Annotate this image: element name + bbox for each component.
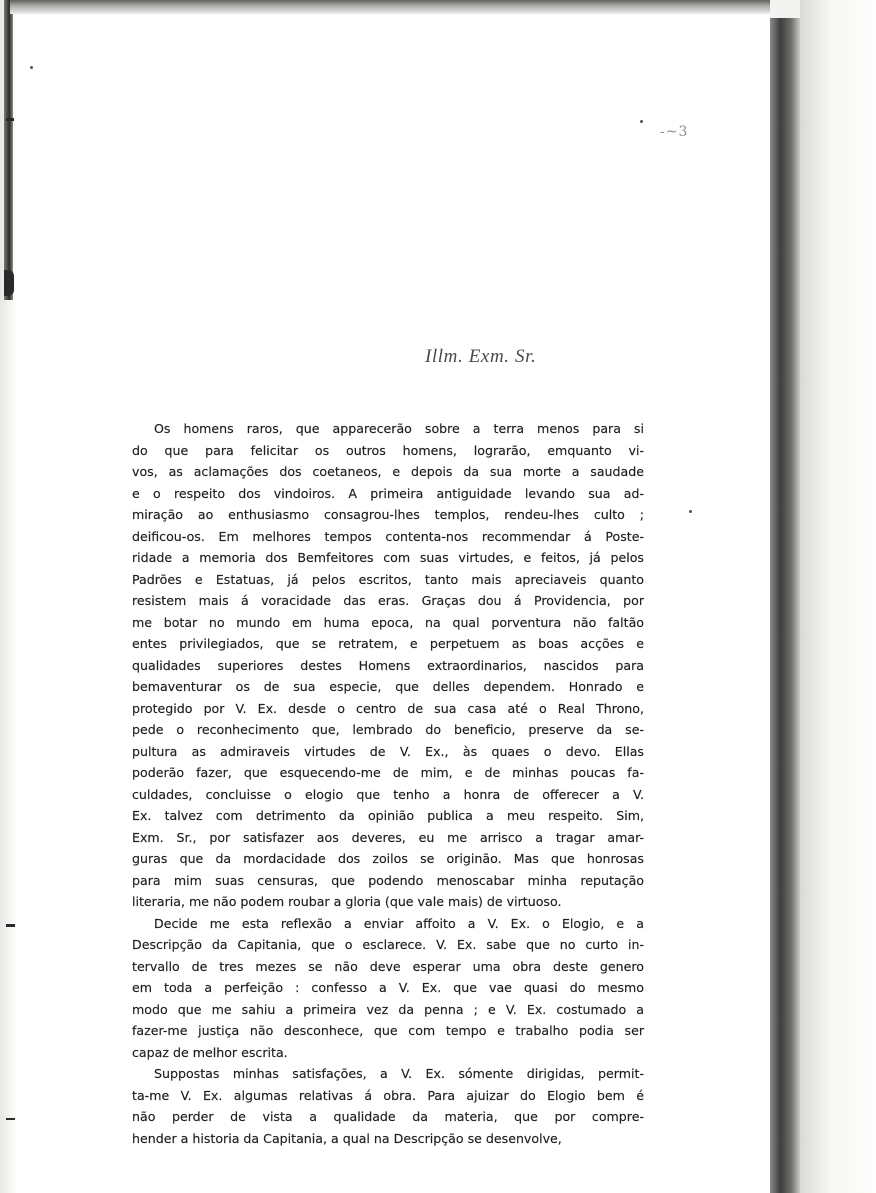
text-line: Exm. Sr., por satisfazer aos deveres, eu me arrisco a tragar amar- [132,829,644,845]
salutation-heading: Illm. Exm. Sr. [425,346,537,367]
binding-shadow [4,0,13,300]
text-line: pede o reconhecimento que, lembrado do beneficio, preserve da se- [132,722,644,737]
text-line: poderão fazer, que esquecendo-me de mim, e de minhas poucas fa- [132,765,644,780]
margin-mark [4,270,14,296]
text-line: resistem mais á voracidade das eras. Graças dou á Providencia, por [132,593,644,608]
text-line: ridade a memoria dos Bemfeitores com suas virtudes, e feitos, já pelos [132,550,644,565]
paragraph [132,1063,644,1149]
page-corner [770,0,800,18]
text-line: protegido por V. Ex. desde o centro de sua casa até o Real Throno, [132,700,644,716]
text-line: e o respeito dos vindoiros. A primeira antiguidade levando sua ad- [132,485,644,501]
letter-body [132,418,644,1149]
paragraph [132,418,644,913]
text-line: vos, as aclamações dos coetaneos, e depois da sua morte a saudade [132,464,644,479]
text-line: Decide me esta reflexão a enviar affoito a V. Ex. o Elogio, e a [154,915,644,931]
text-line: modo que me sahiu a primeira vez da penna ; e V. Ex. costumado a [132,1001,644,1017]
text-line: miração ao enthusiasmo consagrou-lhes templos, rendeu-lhes culto ; [132,507,644,522]
folio-mark: -~3 [660,124,689,140]
text-line: não perder de vista a qualidade da materia, que por compre- [132,1109,644,1124]
margin-mark [6,118,14,121]
text-line: Descripção da Capitania, que o esclarece. V. Ex. sabe que no curto in- [132,937,644,952]
text-line: me botar no mundo em huma epoca, na qual porventura não faltão [132,614,644,630]
text-line: culdades, concluisse o elogio que tenho a honra de offerecer a V. [132,786,644,802]
text-line: Suppostas minhas satisfações, a V. Ex. sómente dirigidas, permit- [154,1066,644,1081]
text-line: em toda a perfeição : confesso a V. Ex. que vae quasi do mesmo [132,980,644,995]
text-line: Os homens raros, que apparecerão sobre a terra menos para si [154,421,644,436]
speck [640,120,643,123]
text-line: qualidades superiores destes Homens extraordinarios, nascidos para [132,657,644,673]
text-line: do que para felicitar os outros homens, lograrão, emquanto vi- [132,442,644,458]
text-line: ta-me V. Ex. algumas relativas á obra. Para ajuizar do Elogio bem é [132,1087,644,1103]
top-page-edge [10,0,780,14]
speck [689,510,692,513]
text-line: fazer-me justiça não desconhece, que com tempo e trabalho podia ser [132,1023,644,1038]
text-line: guras que da mordacidade dos zoilos se originão. Mas que honrosas [132,851,644,866]
paragraph [132,913,644,1064]
text-line: literaria, me não podem roubar a gloria (que vale mais) de virtuoso. [132,894,562,909]
text-line: pultura as admiraveis virtudes de V. Ex., às quaes o devo. Ellas [132,743,644,759]
text-line: capaz de melhor escrita. [132,1044,288,1060]
text-line: deificou-os. Em melhores tempos contenta-nos recommendar á Poste- [132,528,644,544]
text-line: Padrões e Estatuas, já pelos escritos, tanto mais apreciaveis quanto [132,571,644,587]
text-line: hender a historia da Capitania, a qual na Descripção se desenvolve, [132,1130,562,1146]
margin-mark [6,1118,15,1120]
scanner-background [800,0,876,1193]
speck [30,66,33,69]
text-line: entes privilegiados, que se retratem, e perpetuem as boas acções e [132,636,644,651]
margin-mark [6,924,15,927]
text-line: Ex. talvez com detrimento da opinião publica a meu respeito. Sim, [132,808,644,823]
text-line: tervallo de tres mezes se não deve esperar uma obra deste genero [132,958,644,974]
text-line: para mim suas censuras, que podendo menoscabar minha reputação [132,872,644,888]
text-line: bemaventurar os de sua especie, que delles dependem. Honrado e [132,679,644,694]
right-page-edge [770,14,800,1193]
